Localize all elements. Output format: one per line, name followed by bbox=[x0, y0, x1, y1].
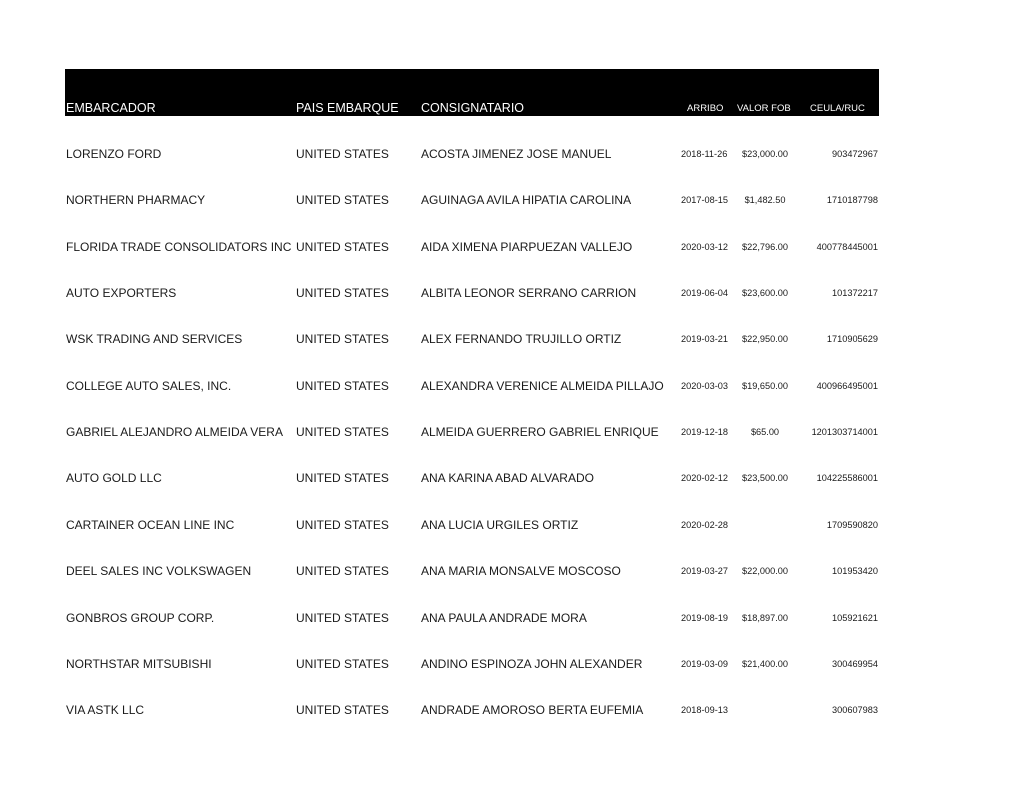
table-row bbox=[0, 657, 1024, 677]
cell-embarcador: NORTHSTAR MITSUBISHI bbox=[66, 657, 212, 671]
cell-consignatario: ANA LUCIA URGILES ORTIZ bbox=[421, 518, 579, 532]
header-embarcador: EMBARCADOR bbox=[66, 101, 156, 115]
cell-embarcador: WSK TRADING AND SERVICES bbox=[66, 332, 243, 346]
header-ceula-ruc: CEULA/RUC bbox=[810, 103, 865, 114]
cell-pais-embarque: UNITED STATES bbox=[296, 332, 389, 346]
cell-arribo: 2017-08-15 bbox=[681, 195, 728, 205]
table-row bbox=[0, 518, 1024, 538]
cell-ceula-ruc: 400966495001 bbox=[816, 381, 878, 391]
cell-embarcador: AUTO EXPORTERS bbox=[66, 286, 177, 300]
table-row bbox=[0, 240, 1024, 260]
cell-ceula-ruc: 903472967 bbox=[832, 149, 878, 159]
cell-consignatario: ALBITA LEONOR SERRANO CARRION bbox=[421, 286, 637, 300]
cell-consignatario: ANA PAULA ANDRADE MORA bbox=[421, 611, 587, 625]
cell-pais-embarque: UNITED STATES bbox=[296, 379, 389, 393]
cell-valor-fob: $22,950.00 bbox=[742, 334, 788, 344]
cell-valor-fob: $18,897.00 bbox=[742, 613, 788, 623]
table-row bbox=[0, 703, 1024, 723]
cell-valor-fob: $23,000.00 bbox=[742, 149, 788, 159]
header-consignatario: CONSIGNATARIO bbox=[421, 101, 525, 115]
cell-consignatario: AGUINAGA AVILA HIPATIA CAROLINA bbox=[421, 193, 632, 207]
cell-arribo: 2020-02-28 bbox=[681, 520, 728, 530]
cell-embarcador: GONBROS GROUP CORP. bbox=[66, 611, 215, 625]
cell-consignatario: ANA KARINA ABAD ALVARADO bbox=[421, 471, 594, 485]
cell-arribo: 2019-03-21 bbox=[681, 334, 728, 344]
cell-arribo: 2019-08-19 bbox=[681, 613, 728, 623]
cell-valor-fob: $65.00 bbox=[750, 427, 780, 437]
cell-arribo: 2018-09-13 bbox=[681, 705, 728, 715]
cell-ceula-ruc: 300469954 bbox=[832, 659, 878, 669]
cell-valor-fob: $19,650.00 bbox=[742, 381, 788, 391]
cell-embarcador: GABRIEL ALEJANDRO ALMEIDA VERA bbox=[66, 425, 283, 439]
cell-consignatario: ALMEIDA GUERRERO GABRIEL ENRIQUE bbox=[421, 425, 659, 439]
cell-ceula-ruc: 105921621 bbox=[832, 613, 878, 623]
cell-embarcador: NORTHERN PHARMACY bbox=[66, 193, 206, 207]
table-row bbox=[0, 425, 1024, 445]
cell-arribo: 2020-03-03 bbox=[681, 381, 728, 391]
cell-embarcador: DEEL SALES INC VOLKSWAGEN bbox=[66, 564, 252, 578]
cell-consignatario: ANDRADE AMOROSO BERTA EUFEMIA bbox=[421, 703, 644, 717]
table-row bbox=[0, 611, 1024, 631]
cell-valor-fob: $22,000.00 bbox=[742, 566, 788, 576]
cell-valor-fob: $23,500.00 bbox=[742, 473, 788, 483]
cell-embarcador: FLORIDA TRADE CONSOLIDATORS INC bbox=[66, 240, 292, 254]
cell-pais-embarque: UNITED STATES bbox=[296, 425, 389, 439]
cell-embarcador: VIA ASTK LLC bbox=[66, 703, 145, 717]
cell-valor-fob: $1,482.50 bbox=[744, 195, 786, 205]
cell-pais-embarque: UNITED STATES bbox=[296, 518, 389, 532]
header-pais-embarque: PAIS EMBARQUE bbox=[296, 101, 399, 115]
table-row bbox=[0, 471, 1024, 491]
cell-ceula-ruc: 1710905629 bbox=[826, 334, 878, 344]
cell-consignatario: ACOSTA JIMENEZ JOSE MANUEL bbox=[421, 147, 612, 161]
cell-consignatario: ANA MARIA MONSALVE MOSCOSO bbox=[421, 564, 621, 578]
cell-embarcador: COLLEGE AUTO SALES, INC. bbox=[66, 379, 232, 393]
cell-valor-fob: $23,600.00 bbox=[742, 288, 788, 298]
cell-valor-fob: $21,400.00 bbox=[742, 659, 788, 669]
cell-ceula-ruc: 1201303714001 bbox=[811, 427, 878, 437]
cell-arribo: 2018-11-26 bbox=[681, 149, 728, 159]
cell-consignatario: AIDA XIMENA PIARPUEZAN VALLEJO bbox=[421, 240, 633, 254]
cell-arribo: 2020-03-12 bbox=[681, 242, 728, 252]
table-row bbox=[0, 286, 1024, 306]
cell-pais-embarque: UNITED STATES bbox=[296, 611, 389, 625]
cell-ceula-ruc: 300607983 bbox=[832, 705, 878, 715]
cell-ceula-ruc: 101953420 bbox=[832, 566, 878, 576]
cell-ceula-ruc: 1710187798 bbox=[826, 195, 878, 205]
cell-pais-embarque: UNITED STATES bbox=[296, 564, 389, 578]
cell-pais-embarque: UNITED STATES bbox=[296, 193, 389, 207]
cell-pais-embarque: UNITED STATES bbox=[296, 703, 389, 717]
cell-pais-embarque: UNITED STATES bbox=[296, 286, 389, 300]
cell-consignatario: ALEXANDRA VERENICE ALMEIDA PILLAJO bbox=[421, 379, 664, 393]
cell-consignatario: ANDINO ESPINOZA JOHN ALEXANDER bbox=[421, 657, 643, 671]
table-row bbox=[0, 379, 1024, 399]
header-arribo: ARRIBO bbox=[687, 103, 724, 114]
table-row bbox=[0, 193, 1024, 213]
cell-embarcador: LORENZO FORD bbox=[66, 147, 162, 161]
cell-pais-embarque: UNITED STATES bbox=[296, 240, 389, 254]
cell-ceula-ruc: 400778445001 bbox=[816, 242, 878, 252]
cell-valor-fob: $22,796.00 bbox=[742, 242, 788, 252]
cell-arribo: 2019-06-04 bbox=[681, 288, 728, 298]
cell-embarcador: AUTO GOLD LLC bbox=[66, 471, 162, 485]
cell-consignatario: ALEX FERNANDO TRUJILLO ORTIZ bbox=[421, 332, 622, 346]
cell-pais-embarque: UNITED STATES bbox=[296, 657, 389, 671]
cell-arribo: 2019-03-27 bbox=[681, 566, 728, 576]
table-row bbox=[0, 147, 1024, 167]
cell-arribo: 2019-12-18 bbox=[681, 427, 728, 437]
cell-ceula-ruc: 1709590820 bbox=[826, 520, 878, 530]
cell-pais-embarque: UNITED STATES bbox=[296, 147, 389, 161]
table-row bbox=[0, 564, 1024, 584]
cell-pais-embarque: UNITED STATES bbox=[296, 471, 389, 485]
cell-arribo: 2020-02-12 bbox=[681, 473, 728, 483]
cell-embarcador: CARTAINER OCEAN LINE INC bbox=[66, 518, 235, 532]
cell-ceula-ruc: 101372217 bbox=[832, 288, 878, 298]
cell-arribo: 2019-03-09 bbox=[681, 659, 728, 669]
cell-ceula-ruc: 104225586001 bbox=[816, 473, 878, 483]
header-valor-fob: VALOR FOB bbox=[737, 103, 791, 114]
table-row bbox=[0, 332, 1024, 352]
